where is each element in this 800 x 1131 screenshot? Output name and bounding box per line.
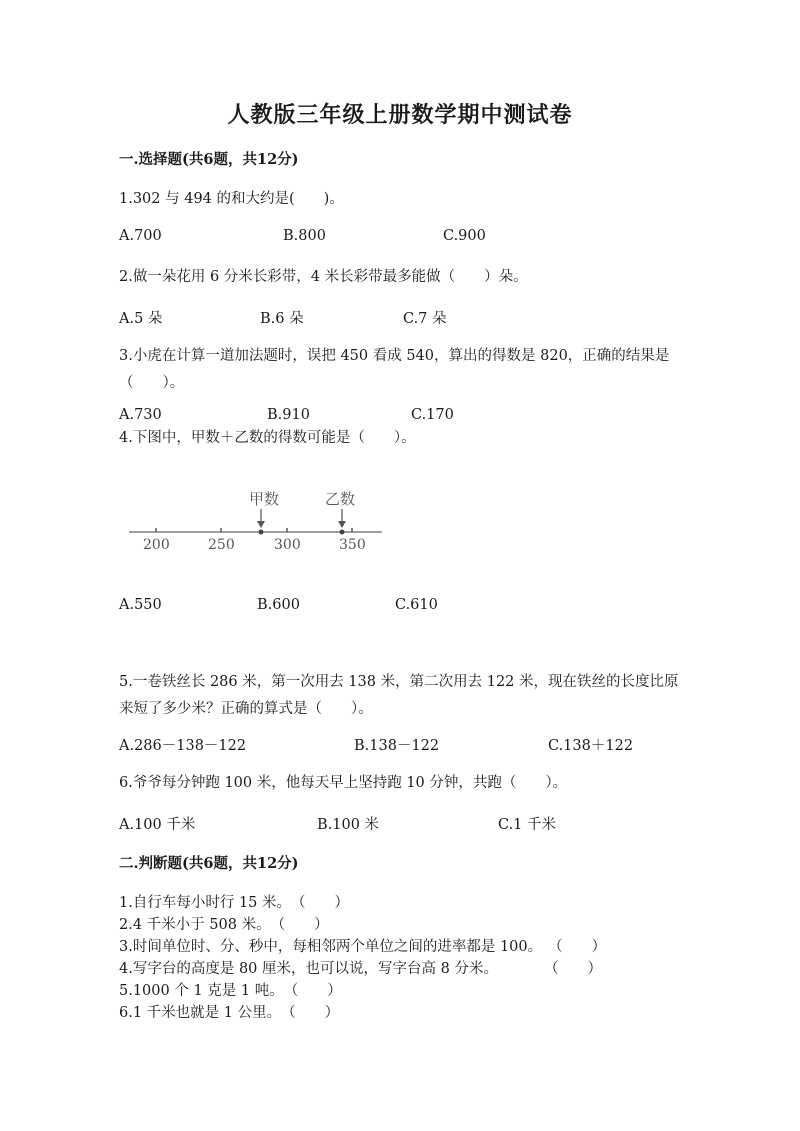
q1-option-c: C.900 — [443, 228, 486, 244]
q5-option-c: C.138＋122 — [548, 738, 634, 754]
tf-item-5-answer-blank[interactable]: （ ） — [283, 983, 342, 999]
q2-option-a: A.5 朵 — [119, 311, 163, 327]
section-heading-choice: 一.选择题(共6题，共12分) — [119, 151, 299, 168]
number-line-figure — [126, 485, 396, 560]
tf-item-2-answer-blank[interactable]: （ ） — [270, 917, 329, 933]
q2-option-b: B.6 朵 — [260, 311, 304, 327]
question-2: 2.做一朵花用 6 分米长彩带，4 米长彩带最多能做（ ）朵。 — [119, 269, 528, 285]
q5-option-a: A.286－138－122 — [119, 738, 247, 754]
tick-label-250: 250 — [208, 537, 235, 553]
tf-item-1 — [119, 891, 349, 912]
tf-item-6 — [119, 1001, 339, 1022]
tf-item-5-text: 5.1000 个 1 克是 1 吨。 — [119, 983, 284, 999]
tf-item-2-text: 2.4 千米小于 508 米。 — [119, 917, 271, 933]
q6-option-c: C.1 千米 — [498, 817, 557, 833]
question-5: 5.一卷铁丝长 286 米，第一次用去 138 米，第二次用去 122 米，现在铁丝的长度比原来短了多少米？正确的算式是（ ）。 — [119, 674, 679, 717]
tf-item-4-answer-blank[interactable]: （ ） — [543, 961, 602, 977]
arrow-jia-head — [257, 521, 265, 528]
tf-item-3-text: 3.时间单位时、分、秒中，每相邻两个单位之间的进率都是 100。 — [119, 939, 543, 955]
section-heading-truefalse: 二.判断题(共6题，共12分) — [119, 855, 299, 872]
question-4: 4.下图中，甲数＋乙数的得数可能是（ ）。 — [119, 430, 416, 446]
tf-item-4-text: 4.写字台的高度是 80 厘米，也可以说，写字台高 8 分米。 — [119, 961, 498, 977]
q5-option-b: B.138－122 — [354, 738, 440, 754]
point-jia — [259, 530, 264, 535]
tf-item-6-answer-blank[interactable]: （ ） — [281, 1005, 340, 1021]
q6-option-a: A.100 千米 — [119, 817, 196, 833]
q3-option-b: B.910 — [267, 407, 310, 423]
tf-item-1-text: 1.自行车每小时行 15 米。 — [119, 895, 292, 911]
label-jia: 甲数 — [249, 490, 280, 508]
tf-item-1-answer-blank[interactable]: （ ） — [291, 895, 350, 911]
q3-option-c: C.170 — [411, 407, 454, 423]
q2-option-c: C.7 朵 — [403, 311, 447, 327]
question-3: 3.小虎在计算一道加法题时，误把 450 看成 540，算出的得数是 820，正确的结果是（ ）。 — [119, 348, 670, 391]
tick-label-300: 300 — [274, 537, 301, 553]
page-title: 人教版三年级上册数学期中测试卷 — [227, 102, 573, 128]
question-1: 1.302 与 494 的和大约是( )。 — [119, 191, 344, 207]
q4-option-a: A.550 — [119, 597, 162, 613]
q1-option-a: A.700 — [119, 228, 162, 244]
question-6: 6.爷爷每分钟跑 100 米，他每天早上坚持跑 10 分钟，共跑（ ）。 — [119, 775, 568, 791]
tick-label-200: 200 — [143, 537, 170, 553]
tf-item-6-text: 6.1 千米也就是 1 公里。 — [119, 1005, 282, 1021]
tf-item-3-answer-blank[interactable]: （ ） — [548, 939, 607, 955]
q3-option-a: A.730 — [119, 407, 162, 423]
tf-item-4 — [119, 957, 602, 978]
q4-option-c: C.610 — [395, 597, 438, 613]
arrow-yi-head — [338, 521, 346, 528]
tf-item-3 — [119, 935, 606, 956]
q1-option-b: B.800 — [283, 228, 326, 244]
tick-label-350: 350 — [339, 537, 366, 553]
label-yi: 乙数 — [325, 490, 356, 508]
point-yi — [340, 530, 345, 535]
q4-option-b: B.600 — [257, 597, 300, 613]
q6-option-b: B.100 米 — [317, 817, 380, 833]
tf-item-5 — [119, 979, 342, 1000]
tf-item-2 — [119, 913, 329, 934]
